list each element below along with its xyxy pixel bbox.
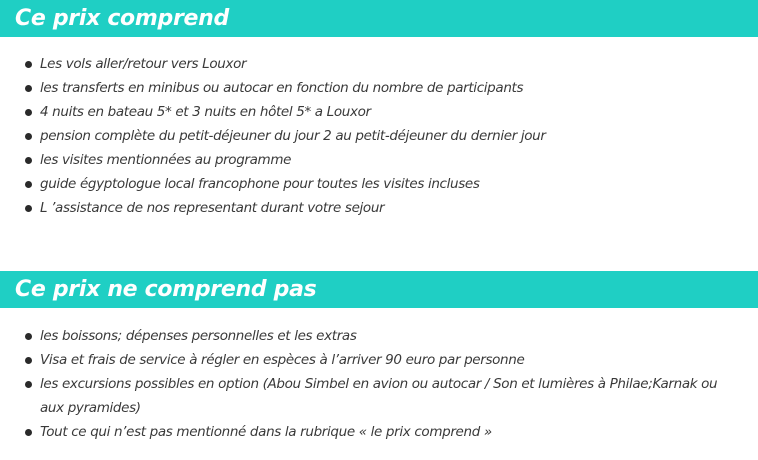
list-item-text: les boissons; dépenses personnelles et les extras — [40, 328, 357, 344]
list-item-text: les transferts en minibus ou autocar en fonction du nombre de participants — [40, 80, 524, 96]
bullet-icon — [25, 429, 32, 436]
list-item-text: 4 nuits en bateau 5* et 3 nuits en hôtel 5* a Louxor — [40, 104, 371, 120]
list-item — [0, 196, 758, 220]
bullet-icon — [25, 109, 32, 116]
list-item-text: Visa et frais de service à régler en espèces à l’arriver 90 euro par personne — [40, 352, 525, 368]
bullet-icon — [25, 133, 32, 140]
price-includes-section — [0, 0, 758, 220]
price-excludes-list — [0, 324, 758, 444]
list-item — [0, 52, 758, 76]
list-item — [0, 124, 758, 148]
list-item — [0, 148, 758, 172]
bullet-icon — [25, 333, 32, 340]
bullet-icon — [25, 205, 32, 212]
bullet-icon — [25, 357, 32, 364]
bullet-icon — [25, 157, 32, 164]
list-item — [0, 372, 758, 420]
list-item-text: guide égyptologue local francophone pour toutes les visites incluses — [40, 176, 480, 192]
list-item-text: les excursions possibles en option (Abou Simbel en avion ou autocar / Son et lumières à Philae;Karnak ou aux pyramides) — [40, 376, 718, 416]
list-item-text: Tout ce qui n’est pas mentionné dans la rubrique « le prix comprend » — [40, 424, 492, 440]
price-excludes-heading: Ce prix ne comprend pas — [0, 271, 758, 308]
list-item — [0, 100, 758, 124]
list-item — [0, 324, 758, 348]
list-item-text: L ’assistance de nos representant durant votre sejour — [40, 200, 385, 216]
list-item — [0, 348, 758, 372]
list-item — [0, 172, 758, 196]
list-item-text: pension complète du petit-déjeuner du jour 2 au petit-déjeuner du dernier jour — [40, 128, 546, 144]
list-item-text: Les vols aller/retour vers Louxor — [40, 56, 247, 72]
bullet-icon — [25, 61, 32, 68]
bullet-icon — [25, 85, 32, 92]
price-includes-heading: Ce prix comprend — [0, 0, 758, 37]
bullet-icon — [25, 381, 32, 388]
list-item — [0, 76, 758, 100]
price-includes-list — [0, 52, 758, 220]
price-excludes-section — [0, 271, 758, 444]
bullet-icon — [25, 181, 32, 188]
list-item — [0, 420, 758, 444]
list-item-text: les visites mentionnées au programme — [40, 152, 292, 168]
